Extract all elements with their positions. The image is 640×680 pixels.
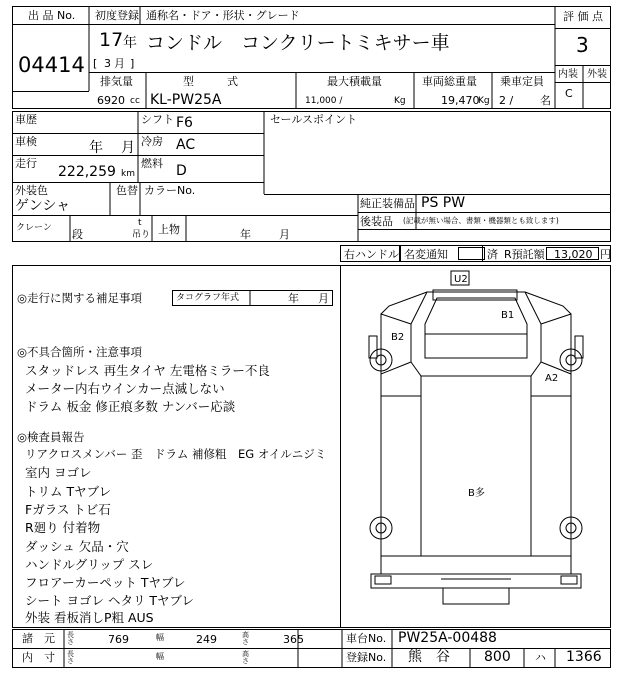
inspection-year-unit: 年	[89, 140, 103, 156]
capacity-label: 乗車定員	[500, 75, 544, 88]
reg-number: 1366	[566, 649, 602, 665]
color-value: ゲンシャ	[15, 198, 71, 214]
recycle-fee-value: 13,020	[554, 248, 593, 261]
mark-b-many: B多	[468, 488, 485, 499]
top-month-unit: 月	[279, 228, 290, 241]
model-label: 型 式	[183, 75, 238, 88]
tachograph-year-unit: 年	[288, 292, 299, 305]
inspector-title: ◎検査員報告	[17, 430, 85, 444]
equipment-label: 純正装備品	[360, 197, 415, 210]
mark-u2: U2	[454, 274, 468, 285]
history-label: 車歴	[15, 113, 37, 126]
chassis-value: PW25A-00488	[398, 630, 497, 646]
max-load-value: 11,000 /	[305, 96, 343, 106]
interior-grade: C	[565, 87, 573, 100]
mileage-label: 走行	[15, 157, 37, 170]
year-unit: 年	[123, 35, 137, 51]
reg-area: 熊 谷	[408, 649, 450, 665]
inspector-line: Fガラス トビ石	[25, 502, 111, 517]
inspector-line: ハンドルグリップ スレ	[25, 557, 154, 572]
ac-label: 冷房	[141, 135, 163, 148]
capacity-value: 2 /	[499, 94, 514, 107]
height-value: 365	[283, 633, 304, 646]
recycle-label: 済	[487, 248, 498, 261]
color-label: 外装色	[15, 184, 48, 197]
exterior-label: 外装	[587, 69, 607, 80]
top-year-unit: 年	[240, 228, 251, 241]
inspector-line: トリム Tヤブレ	[25, 484, 112, 499]
aftermarket-note: (記載が無い場合、書類・機器類とも致します)	[403, 216, 559, 225]
tachograph-month-unit: 月	[318, 292, 329, 305]
reg-month: 3	[104, 57, 111, 70]
fuel-value: D	[176, 163, 187, 179]
inspector-line: シート ヨゴレ ヘタリ Tヤブレ	[25, 593, 195, 608]
inspection-label: 車検	[15, 135, 37, 148]
defect-line: メーター内右ウインカー点滅しない	[25, 381, 225, 396]
inspector-line: フロアーカーペット Tヤブレ	[25, 575, 186, 590]
dims-label: 諸 元	[22, 632, 55, 645]
month-close-bracket: ]	[130, 57, 135, 70]
fuel-label: 燃料	[141, 157, 163, 170]
max-load-label: 最大積載量	[327, 75, 382, 88]
reg-kana: ハ	[535, 651, 546, 664]
gross-weight-label: 車両総重量	[422, 75, 477, 88]
crane-label: クレーン	[16, 223, 52, 233]
displacement-value: 6920	[97, 94, 125, 107]
inspector-line: 外装 看板消しP粗 AUS	[25, 610, 154, 625]
driving-title: ◎走行に関する補足事項	[17, 291, 143, 305]
top-label: 上物	[158, 223, 180, 236]
month-unit: 月	[114, 57, 125, 70]
yen-unit: 円	[600, 248, 611, 261]
name-change-label: 名変通知	[404, 248, 448, 261]
inspector-line: R廻り 付着物	[25, 520, 101, 535]
height-label: 高さ	[242, 631, 249, 646]
model-value: KL-PW25A	[150, 92, 222, 108]
crane-ton-unit: t	[138, 218, 142, 228]
width-value: 249	[196, 633, 217, 646]
color-no-label: 色替	[116, 184, 138, 197]
crane-stage-unit: 段	[72, 228, 83, 241]
lot-label: 出 品 No.	[28, 9, 76, 22]
truck-diagram	[341, 266, 610, 627]
inner-length-label: 長さ	[67, 650, 74, 665]
capacity-unit: 名	[540, 94, 551, 107]
inspector-line: 室内 ヨゴレ	[25, 465, 92, 480]
color-code-label: カラーNo.	[144, 184, 196, 197]
interior-label: 内装	[558, 69, 578, 80]
month-open-bracket: [	[93, 57, 98, 70]
crane-hang-unit: 吊り	[132, 230, 151, 240]
length-value: 769	[108, 633, 129, 646]
first-reg-label: 初度登録	[95, 9, 139, 22]
inspector-line: ダッシュ 欠品・穴	[25, 539, 129, 554]
inner-height-label: 高さ	[242, 650, 249, 665]
name-label: 通称名・ドア・形状・グレード	[146, 9, 300, 22]
inspector-line: リアクロスメンバー 歪 ドラム 補修粗 EG オイルニジミ	[25, 447, 327, 461]
width-label: 幅	[156, 633, 164, 642]
chassis-label: 車台No.	[346, 632, 387, 645]
score-label: 評 価 点	[563, 10, 603, 23]
shift-value: F6	[176, 115, 193, 131]
tachograph-label: タコグラフ年式	[176, 293, 240, 303]
shift-label: シフト	[141, 113, 174, 126]
recycle-fee-label: R預託額	[504, 248, 545, 261]
reg-year: 17	[99, 29, 124, 51]
equipment-value: PS PW	[421, 195, 466, 211]
inner-label: 内 寸	[22, 651, 55, 664]
gross-weight-value: 19,470	[441, 94, 480, 107]
mark-a2: A2	[545, 373, 559, 384]
mark-b2: B2	[391, 332, 405, 343]
displacement-label: 排気量	[100, 75, 133, 88]
displacement-unit: cc	[130, 96, 140, 106]
defect-line: ドラム 板金 修正痕多数 ナンバー応談	[25, 399, 236, 414]
mark-b1: B1	[501, 310, 515, 321]
inspection-month-unit: 月	[121, 140, 135, 156]
score-value: 3	[576, 33, 589, 57]
length-label: 長さ	[67, 631, 74, 646]
defects-title: ◎不具合箇所・注意事項	[17, 345, 143, 359]
mileage-value: 222,259	[58, 164, 116, 180]
reg-class: 800	[484, 649, 511, 665]
sales-point-label: セールスポイント	[270, 113, 358, 126]
max-load-unit: Kg	[394, 96, 406, 106]
ac-value: AC	[176, 137, 196, 153]
inner-width-label: 幅	[156, 652, 164, 661]
aftermarket-label: 後装品	[360, 215, 393, 228]
vehicle-name: コンドル コンクリートミキサー車	[146, 32, 450, 54]
right-hand-label: 右ハンドル	[344, 248, 399, 261]
mileage-unit: km	[121, 169, 135, 179]
defect-line: スタッドレス 再生タイヤ 左電格ミラー不良	[25, 363, 270, 378]
reg-label: 登録No.	[346, 651, 387, 664]
gross-weight-unit: Kg	[478, 96, 490, 106]
lot-number: 04414	[18, 53, 85, 77]
